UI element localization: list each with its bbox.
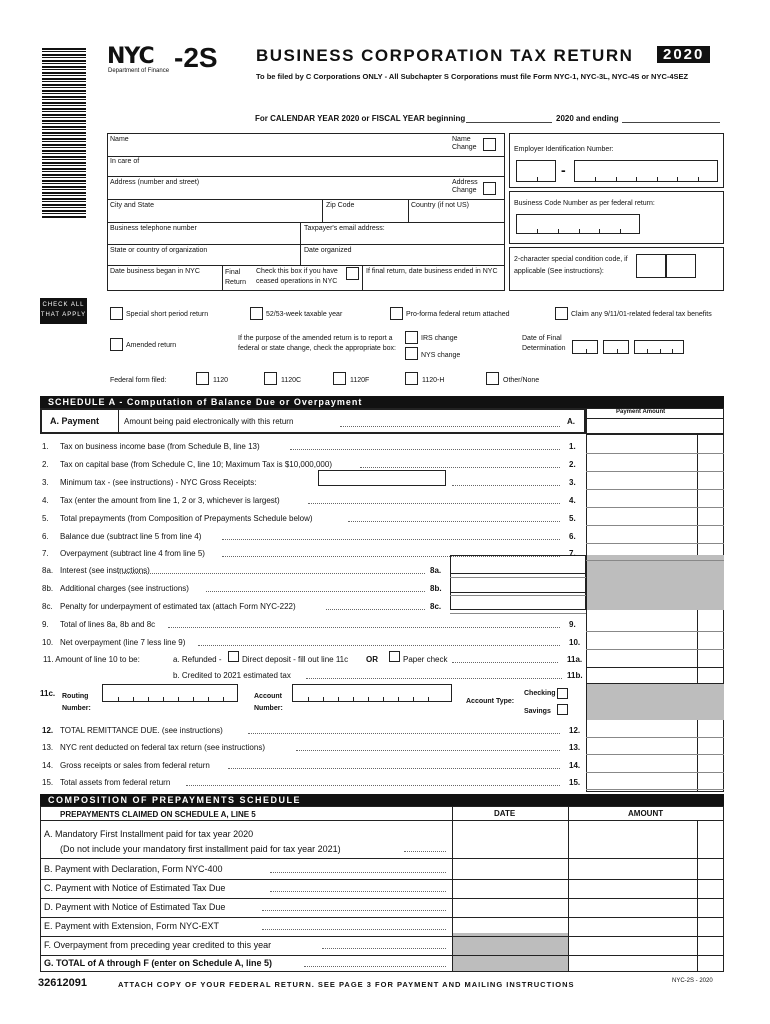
prepay-date-input[interactable] [453,954,568,973]
prepay-row-label: B. Payment with Declaration, Form NYC-400 [44,864,223,874]
final-det-label: Date of Final Determination [522,335,566,352]
line-amount-input[interactable] [451,562,585,577]
prepay-row-label: F. Overpayment from preceding year credited to this year [44,940,272,950]
prepay-date-header: DATE [494,809,516,818]
business-code-label: Business Code Number as per federal return: [514,200,655,207]
direct-deposit-checkbox[interactable] [228,651,239,662]
line-number: 13. [42,743,54,752]
paper-check-checkbox[interactable] [389,651,400,662]
in-care-of-label: In care of [110,158,140,165]
prepay-amount-input[interactable] [569,860,724,879]
line-number: 9. [42,620,49,629]
prepay-amount-header: AMOUNT [628,809,664,818]
line-text: Interest (see instructions) [60,566,150,575]
prepay-row-a2: (Do not include your mandatory first installment paid for tax year 2021) [60,844,341,854]
line-ref: 8c. [430,602,442,611]
line-amount-input[interactable] [451,598,585,613]
final-det-year[interactable] [634,340,684,354]
final-return-label: Final Return [225,269,247,286]
irs-change-checkbox[interactable] [405,331,418,344]
f1120f-label: 1120F [350,377,370,384]
f1120h-checkbox[interactable] [405,372,418,385]
prepay-subtitle: PREPAYMENTS CLAIMED ON SCHEDULE A, LINE 5 [60,810,256,819]
other-label: Other/None [503,377,540,384]
line-text: Overpayment (subtract line 4 from line 5) [60,549,205,558]
footer-attach: ATTACH COPY OF YOUR FEDERAL RETURN. SEE PAGE 3 FOR PAYMENT AND MAILING INSTRUCTIONS [118,980,575,989]
line-text: Balance due (subtract line 5 from line 4) [60,532,202,541]
line-amount-input[interactable] [587,492,723,507]
line-ref: 6. [569,532,576,541]
savings-label: Savings [524,708,551,715]
line-number: 3. [42,478,49,487]
proforma-checkbox[interactable] [390,307,403,320]
check-all-label: CHECK ALL THAT APPLY [40,298,87,324]
f1120-checkbox[interactable] [196,372,209,385]
email-label: Taxpayer's email address: [304,225,385,232]
address-change-label: Address Change [452,179,478,194]
nys-change-label: NYS change [421,352,461,359]
line-ref: 7. [569,549,576,558]
or-label: OR [366,655,378,664]
line-text: Gross receipts or sales from federal return [60,761,210,770]
ein-dash: - [561,162,566,178]
date-began-label: Date business began in NYC [110,268,200,275]
prepay-date-input[interactable] [453,879,568,898]
line-11b-ref: 11b. [567,671,583,680]
line-number: 8b. [42,584,54,593]
line-text: Total of lines 8a, 8b and 8c [60,620,156,629]
line-amount-input[interactable] [587,757,723,772]
name-label: Name [110,136,129,143]
prepay-amount-input[interactable] [569,936,724,955]
state-org-label: State or country of organization [110,247,208,254]
date-org-label: Date organized [304,247,352,254]
payment-row [40,408,586,434]
week-label: 52/53-week taxable year [266,311,343,318]
short-period-checkbox[interactable] [110,307,123,320]
amended-label: Amended return [126,342,177,349]
line-number: 7. [42,549,49,558]
nyc-logo: NYC [107,44,154,69]
account-label: Account Number: [254,693,283,712]
prepay-row-label: A. Mandatory First Installment paid for tax year 2020 [44,829,254,839]
line-amount-input[interactable] [587,722,723,737]
f1120c-label: 1120C [281,377,302,384]
form-subtitle: To be filed by C Corporations ONLY - All Subchapter S Corporations must file Form NYC-1, NYC-3L, NYC-4S or NYC-4SEZ [256,72,689,81]
line-amount-input[interactable] [587,739,723,754]
payment-amount-input[interactable] [586,418,724,434]
f1120-label: 1120 [213,377,229,384]
business-code-input[interactable] [516,214,640,234]
federal-form-label: Federal form filed: [110,377,167,384]
barcode [42,48,86,218]
line-number: 5. [42,514,49,523]
line-amount-input[interactable] [587,545,723,560]
line-11c-ref: 11c. [40,689,56,698]
line-11-refunded: a. Refunded - [173,655,222,664]
final-check-label: Check this box if you have ceased operations in NYC [256,268,338,285]
line-text: Tax on capital base (from Schedule C, line 10; Maximum Tax is $10,000,000) [60,460,332,469]
tax-year: 2020 [657,46,710,63]
prepay-amount-input[interactable] [569,954,724,973]
line-ref: 8a. [430,566,442,575]
line-text: Tax on business income base (from Schedule B, line 13) [60,442,260,451]
claim-checkbox[interactable] [555,307,568,320]
fiscal-begin-input[interactable] [466,122,552,123]
prepay-row-label: E. Payment with Extension, Form NYC-EXT [44,921,220,931]
line-number: 2. [42,460,49,469]
line-text: Total assets from federal return [60,778,171,787]
checking-label: Checking [524,690,556,697]
line-text: Penalty for underpayment of estimated tax (attach Form NYC-222) [60,602,296,611]
final-return-checkbox[interactable] [346,267,359,280]
name-change-label: Name Change [452,136,477,151]
line-11a-ref: 11a. [567,655,583,664]
ein-suffix-input[interactable] [574,160,718,182]
line-ref: 9. [569,620,576,629]
f1120f-checkbox[interactable] [333,372,346,385]
payment-text: Amount being paid electronically with this return [124,417,294,426]
fiscal-end-input[interactable] [622,122,720,123]
prepay-date-input[interactable] [453,821,568,858]
schedule-a-title: SCHEDULE A - Computation of Balance Due or Overpayment [40,396,724,408]
prepay-date-input[interactable] [453,898,568,917]
line-ref: 2. [569,460,576,469]
footer-code: 32612091 [38,977,87,989]
line-number: 4. [42,496,49,505]
line-number: 14. [42,761,54,770]
final-det-month[interactable] [572,340,598,354]
prepay-title: COMPOSITION OF PREPAYMENTS SCHEDULE [40,794,724,806]
line-amount-input[interactable] [587,474,723,489]
line-ref: 10. [569,638,581,647]
claim-label: Claim any 9/11/01-related federal tax benefits [571,311,712,318]
line-amount-input[interactable] [587,774,723,789]
line-text: NYC rent deducted on federal tax return (see instructions) [60,743,265,752]
line-text: Net overpayment (line 7 less line 9) [60,638,186,647]
prepay-amount-input[interactable] [569,917,724,936]
prepay-row-label: D. Payment with Notice of Estimated Tax Due [44,902,226,912]
account-input[interactable] [292,684,452,702]
prepay-date-input[interactable] [453,936,568,955]
form-title: BUSINESS CORPORATION TAX RETURN [256,46,634,65]
f1120h-label: 1120-H [422,377,445,384]
shaded-8abc [587,555,724,610]
line-number: 15. [42,778,54,787]
nys-change-checkbox[interactable] [405,347,418,360]
line-ref: 15. [569,778,581,787]
payment-amount-label: Payment Amount [616,409,666,415]
line-text: Minimum tax - (see instructions) - NYC Gross Receipts: [60,478,257,487]
zip-label: Zip Code [326,202,355,209]
period-ending-label: 2020 and ending [556,114,619,123]
f1120c-checkbox[interactable] [264,372,277,385]
line-ref: 1. [569,442,576,451]
line-text: Tax (enter the amount from line 1, 2 or 3, whichever is largest) [60,496,280,505]
dept-label: Department of Finance [108,68,170,74]
special-code-input-2[interactable] [666,254,696,278]
final-det-day[interactable] [603,340,629,354]
payment-label: A. Payment [50,416,100,426]
name-change-checkbox[interactable] [483,138,496,151]
other-checkbox[interactable] [486,372,499,385]
period-label: For CALENDAR YEAR 2020 or FISCAL YEAR beginning [255,114,466,123]
line-amount-input[interactable] [451,580,585,595]
prepay-amount-input[interactable] [569,898,724,917]
line-11-label: 11. Amount of line 10 to be: [43,655,140,664]
line-amount-input[interactable] [587,438,723,453]
special-code-label: 2-character special condition code, if applicable (See instructions): [514,256,628,275]
shaded-11c [587,683,724,720]
line-ref: 13. [569,743,581,752]
line-ref: 3. [569,478,576,487]
short-period-label: Special short period return [126,311,209,318]
prepay-amount-input[interactable] [569,821,724,858]
line-ref: 12. [569,726,581,735]
line-text: TOTAL REMITTANCE DUE. (see instructions) [60,726,223,735]
routing-input[interactable] [102,684,238,702]
line-amount-input[interactable] [587,510,723,525]
line-amount-input[interactable] [587,634,723,649]
proforma-label: Pro-forma federal return attached [406,311,510,318]
prepay-date-input[interactable] [453,860,568,879]
prepay-row-label: C. Payment with Notice of Estimated Tax Due [44,883,226,893]
form-number: -2S [174,42,218,73]
country-label: Country (if not US) [411,202,469,209]
address-change-checkbox[interactable] [483,182,496,195]
line-amount-input[interactable] [587,528,723,543]
ein-prefix-input[interactable] [516,160,556,182]
line-number: 1. [42,442,49,451]
amended-checkbox[interactable] [110,338,123,351]
ein-label: Employer Identification Number: [514,146,614,153]
gross-receipts-input[interactable] [318,470,446,486]
amended-purpose-label: If the purpose of the amended return is to report a federal or state change, check the appropriate box: [238,335,396,352]
prepay-date-input[interactable] [453,917,568,936]
line-ref: 5. [569,514,576,523]
direct-deposit-label: Direct deposit - fill out line 11c [242,655,349,664]
footer-form-id: NYC-2S - 2020 [672,978,713,984]
paper-check-label: Paper check [403,655,448,664]
line-number: 12. [42,726,54,735]
payment-letter: A. [567,417,575,426]
city-label: City and State [110,202,154,209]
phone-label: Business telephone number [110,225,197,232]
account-type-label: Account Type: [466,698,515,705]
line-11b-label: b. Credited to 2021 estimated tax [173,671,291,680]
line-number: 6. [42,532,49,541]
line-ref: 14. [569,761,581,770]
line-amount-input[interactable] [587,456,723,471]
prepay-amount-input[interactable] [569,879,724,898]
address-label: Address (number and street) [110,179,200,186]
savings-checkbox[interactable] [557,704,568,715]
line-ref: 4. [569,496,576,505]
line-number: 8a. [42,566,54,575]
line-ref: 8b. [430,584,442,593]
prepay-row-label: G. TOTAL of A through F (enter on Schedule A, line 5) [44,958,273,968]
line-text: Total prepayments (from Composition of Prepayments Schedule below) [60,514,313,523]
final-date-label: If final return, date business ended in NYC [366,268,498,275]
line-amount-input[interactable] [587,616,723,631]
line-number: 8c. [42,602,53,611]
week-checkbox[interactable] [250,307,263,320]
irs-change-label: IRS change [421,335,458,342]
routing-label: Routing Number: [62,693,91,712]
line-text: Additional charges (see instructions) [60,584,189,593]
line-number: 10. [42,638,54,647]
special-code-input-1[interactable] [636,254,666,278]
checking-checkbox[interactable] [557,688,568,699]
